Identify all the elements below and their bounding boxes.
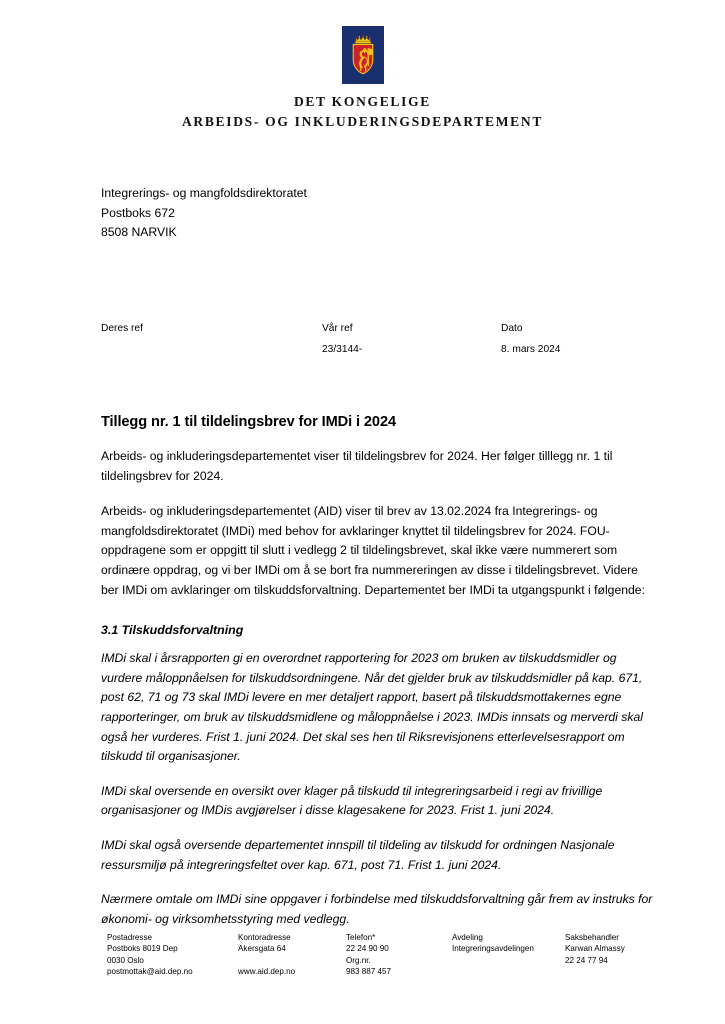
footer-orgnr-number: 983 887 457 [346,967,392,977]
footer-postadresse-heading: Postadresse [107,933,152,942]
section-paragraph-1: IMDi skal i årsrapporten gi en overordnet rapportering for 2023 om bruken av tilskuddsmidler og vurdere måloppnåelsen for tilskuddsordningene. Når det gjelder bruk av tilskuddsmidler på kap. 671, post 62, 71 og 73 skal IMDi levere en mer detaljert rapport, basert på tilskuddsmottakernes egne rapporteringer, om bruk av tilskuddsmidlene og måloppnåelse i 2023. IMDis innsats og merverdi skal også her vurderes. Frist 1. juni 2024. Det skal ses hen til Riksrevisjonens etterlevelsesrapport om tilskudd til organisasjoner. [101,651,643,764]
footer-saksbehandler [565,932,625,966]
department-name [0,92,725,131]
var-ref-label: Vår ref [322,323,353,334]
footer-telefon-heading: Telefon* [346,933,376,942]
section-paragraph-4: Nærmere omtale om IMDi sine oppgaver i forbindelse med tilskuddsforvaltning går frem av instruks for økonomi- og virksomhetsstyring med vedlegg. [101,892,653,926]
footer-avdeling-name: Integreringsavdelingen [452,944,534,954]
document-body [101,412,653,944]
dato-label: Dato [501,323,523,334]
letterhead-line-royal: DET KONGELIGE [293,94,431,109]
section-heading-tilskuddsforvaltning: 3.1 Tilskuddsforvaltning [101,623,244,638]
recipient-organisation: Integrerings- og mangfoldsdirektoratet [101,186,307,200]
footer-kontoradresse-heading: Kontoradresse [238,933,291,942]
var-ref-column [322,318,362,360]
deres-ref-label: Deres ref [101,323,143,334]
recipient-city: 8508 NARVIK [101,225,177,239]
footer-postadresse [107,932,193,978]
footer-saksbehandler-heading: Saksbehandler [565,933,619,942]
norwegian-coat-of-arms-icon [342,26,384,84]
footer-telefon [346,932,391,978]
dato-value: 8. mars 2024 [501,344,561,355]
footer-kontoradresse-spacer [238,955,295,966]
footer-postadresse-email[interactable]: postmottak@aid.dep.no [107,967,193,977]
footer-avdeling [452,932,534,955]
var-ref-value: 23/3144- [322,344,363,355]
recipient-postbox: Postboks 672 [101,205,175,220]
footer-avdeling-heading: Avdeling [452,933,483,942]
background-paragraph: Arbeids- og inkluderingsdepartementet (AID) viser til brev av 13.02.2024 fra Integrerings- og mangfoldsdirektoratet (IMDi) med behov for avklaringer knyttet til tildelingsbrev for 2024. FOU-oppdragene som er oppgitt til slutt i vedlegg 2 til tildelingsbrevet, skal ikke være nummerert som ordinære oppdrag, og vi ber IMDi om å se bort fra nummereringen av disse i tildelingsbrevet. Videre ber IMDi om avklaringer om tilskuddsforvaltning. Departementet ber IMDi ta utgangspunkt i følgende: [101,504,645,597]
deres-ref-column [101,318,143,339]
footer-telefon-number: 22 24 90 90 [346,944,389,954]
footer-postadresse-street: Postboks 8019 Dep [107,944,178,954]
recipient-address [101,184,307,243]
footer-postadresse-city: 0030 Oslo [107,955,144,965]
letterhead-line-department: ARBEIDS- OG INKLUDERINGSDEPARTEMENT [181,113,544,129]
section-paragraph-2: IMDi skal oversende en oversikt over klager på tilskudd til integreringsarbeid i regi av frivillige organisasjoner og IMDis avgjørelser i disse klagesakene for 2023. Frist 1. juni 2024. [101,783,603,818]
footer-kontoradresse-street: Akersgata 64 [238,944,286,954]
footer-saksbehandler-name: Karwan Almassy [565,944,625,954]
letterhead [0,26,725,131]
dato-column [501,318,560,360]
page-title: Tillegg nr. 1 til tildelingsbrev for IMDi i 2024 [101,414,396,430]
footer-kontoradresse [238,932,295,978]
footer-orgnr-heading: Org.nr. [346,955,371,965]
intro-paragraph: Arbeids- og inkluderingsdepartementet viser til tildelingsbrev for 2024. Her følger tilllegg nr. 1 til tildelingsbrev for 2024. [101,449,613,483]
footer-kontoradresse-website[interactable]: www.aid.dep.no [238,967,296,977]
section-paragraph-3: IMDi skal også oversende departementet innspill til tildeling av tilskudd for ordningen Nasjonale ressursmiljø på integreringsfeltet over kap. 671, post 71. Frist 1. juni 2024. [101,837,615,872]
footer-saksbehandler-phone: 22 24 77 94 [565,955,608,965]
